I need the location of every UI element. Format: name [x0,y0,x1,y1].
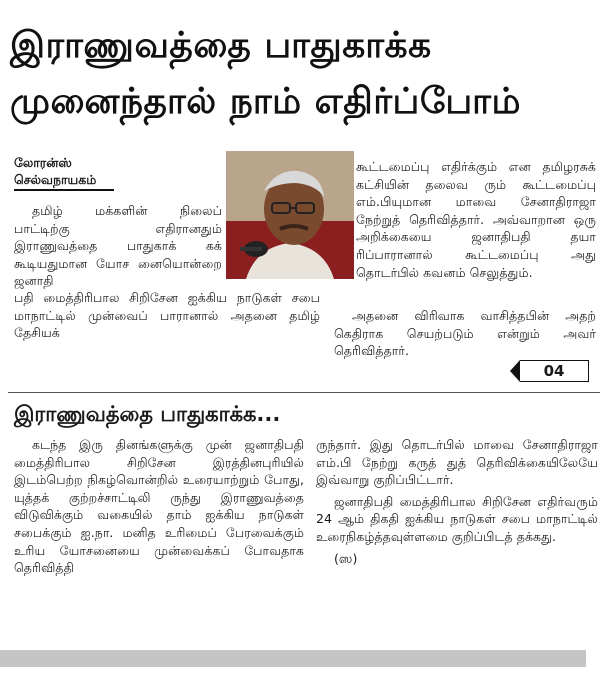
continued-page-tag: 04 [520,360,589,382]
story-text-left-top [14,202,222,294]
story-paragraph: ருந்தார். இது தொடர்பில் மாவை சேனாதிராஜா எம்.பி நேற்று கருத் துத் தெரிவிக்கையிலேயே இவ்வாறு குறிப்பிட்டார். [316,437,598,488]
story-paragraph: ஜனாதிபதி மைத்திரிபால சிறிசேன எதிர்வரும் 24 ஆம் திகதி ஐக்கிய நாடுகள் சபை மாநாட்டில் உரைநிகழ்த்தவுள்ளமை குறிப்பிடத் தக்கது. [316,493,598,544]
story-paragraph: பதி மைத்திரிபால சிறிசேன ஐக்கிய நாடுகள் சபை மாநாட்டில் முன்வைப் பாரானால் அதனை தமிழ் தேசியக் [14,290,320,341]
story-paragraph: கூட்டமைப்பு எதிர்க்கும் என தமிழரசுக் கட்சியின் தலைவ ரும் கூட்டமைப்பு எம்.பியுமான மாவை சேனாதிராஜா நேற்றுத் தெரிவித்தார். அவ்வாறான ஒரு அறிக்கையை ஜனாதிபதி தயா ரிப்பாரானால் கூட்டமைப்பு அது தொடர்பில் கவனம் செலுத்தும். [356,159,596,280]
story-text-right-top [356,158,596,285]
story-paragraph: அதனை விரிவாக வாசித்தபின் அதற் கெதிராக செயற்படும் என்றும் அவர் தெரிவித்தார். [334,308,596,359]
byline-underline [14,189,114,191]
byline [14,154,214,191]
story-text-left-bottom [14,289,320,346]
continuation-headline: இராணுவத்தை பாதுகாக்க... [14,402,281,426]
speaker-photo [226,151,354,279]
byline-last-name: செல்வநாயகம் [14,172,97,187]
byline-first-name: லோரன்ஸ் [14,155,72,170]
story-paragraph: தமிழ் மக்களின் நிலைப் பாட்டிற்கு எதிரானதும் இராணுவத்தை பாதுகாக் கக் கூடியதுமான யோச னையொன்றை ஜனாதி [14,203,222,289]
story-paragraph: கடந்த இரு தினங்களுக்கு முன் ஜனாதிபதி மைத்திரிபால சிறிசேன இரத்தினபுரியில் இடம்பெற்ற நிகழ்வொன்றில் உரையாற்றும் போது, யுத்தக் குற்றச்சாட்டிலி ருந்து இராணுவத்தை விடுவிக்கும் வகையில் தாம் ஐக்கிய நாடுகள் சபைக்கும் ஐ.நா. மனித உரிமைப் பேரவைக்கும் உரிய யோசனையை முன்வைக்கப் போவதாக தெரிவித்தி [14,437,304,576]
bottom-gray-band [0,650,586,667]
main-headline [10,18,598,130]
continuation-text-right [316,436,598,571]
headline-line-2: முனைந்தால் நாம் எதிர்ப்போம் [10,81,521,122]
portrait-illustration [226,151,354,279]
continuation-text-left [14,436,304,581]
story-text-right-bottom [334,307,596,364]
section-divider [8,392,600,393]
headline-line-1: இராணுவத்தை பாதுகாக்க [10,25,432,66]
story-signoff: (ஸ) [334,550,358,566]
